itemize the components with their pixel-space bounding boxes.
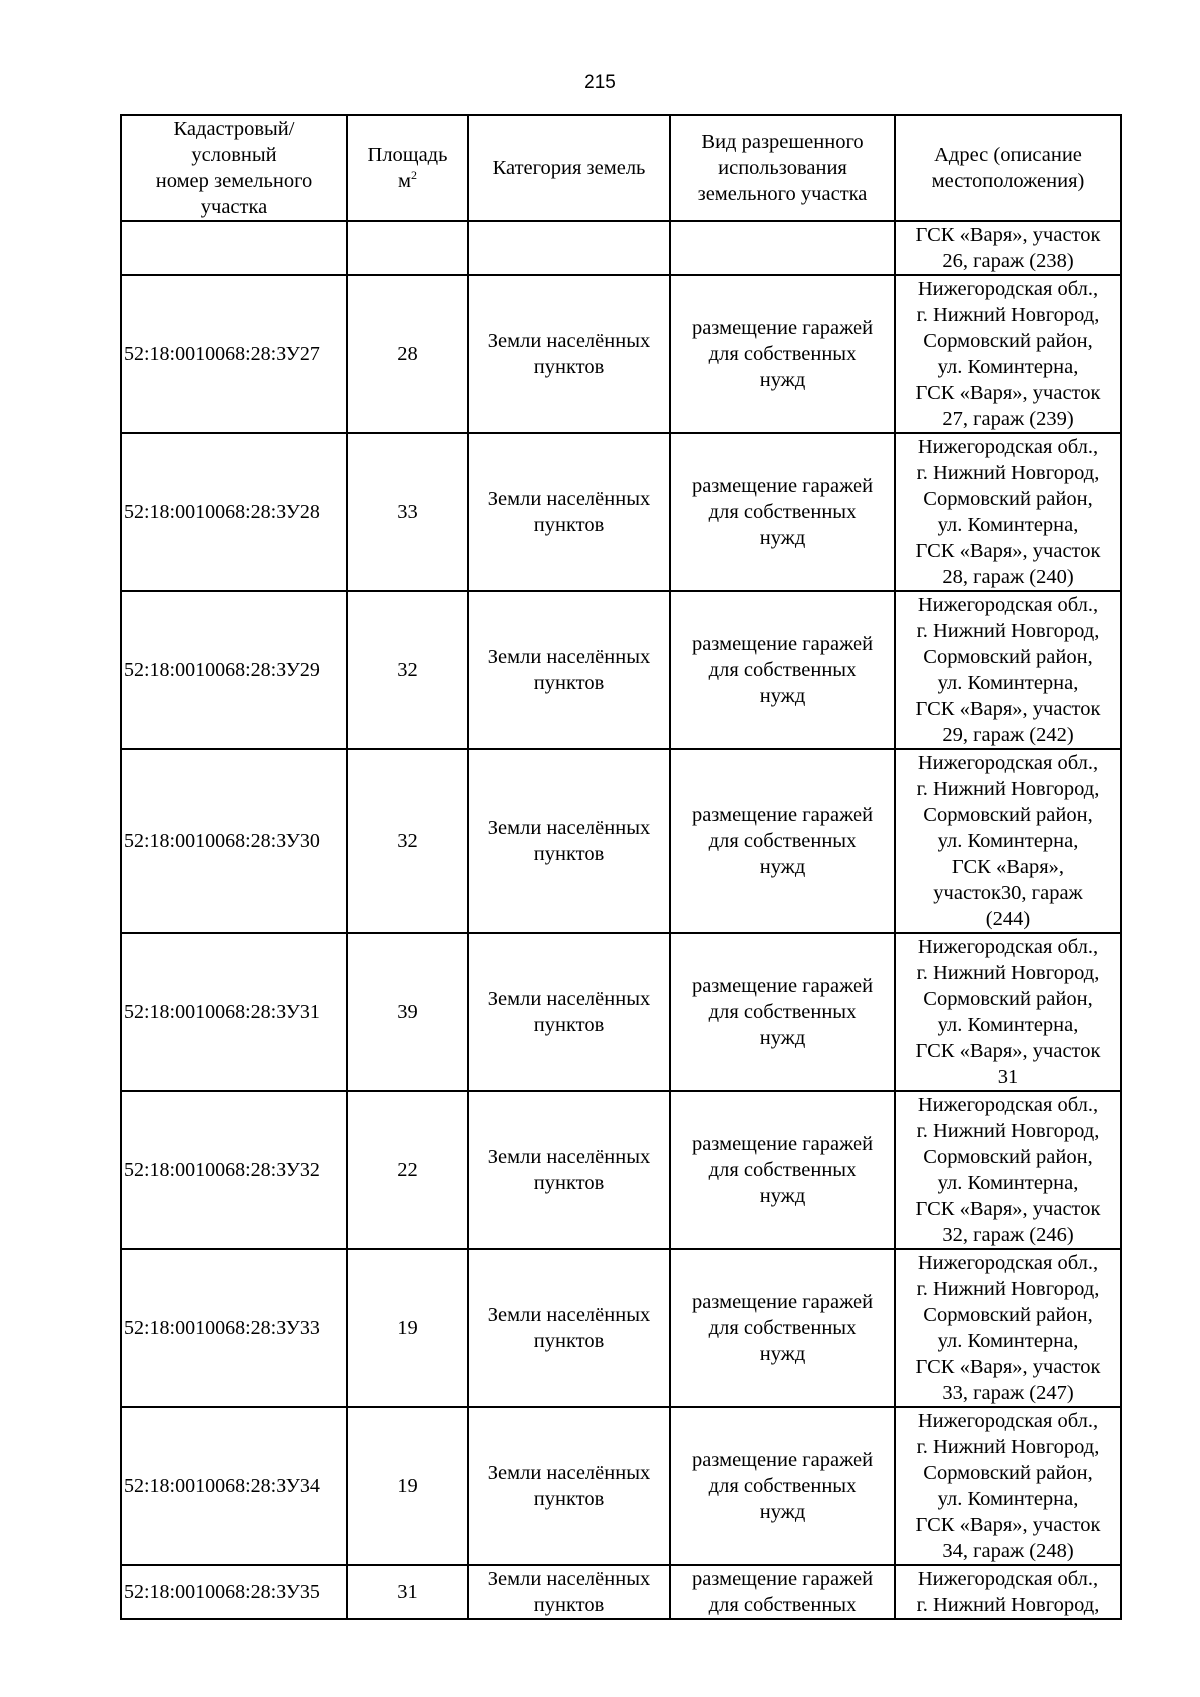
category-line: пунктов bbox=[533, 1014, 605, 1036]
cadastral-cell bbox=[121, 221, 347, 275]
use-line: для собственных bbox=[708, 830, 857, 852]
address-line: ул. Коминтерна, bbox=[937, 514, 1079, 536]
cadastral-cell: 52:18:0010068:28:ЗУ32 bbox=[121, 1091, 347, 1249]
area-cell: 19 bbox=[347, 1407, 468, 1565]
address-line: 31 bbox=[997, 1066, 1019, 1088]
category-line: пунктов bbox=[533, 1172, 605, 1194]
address-line: ул. Коминтерна, bbox=[937, 672, 1079, 694]
category-cell bbox=[468, 749, 670, 933]
address-line: г. Нижний Новгород, bbox=[916, 462, 1100, 484]
address-line: г. Нижний Новгород, bbox=[916, 778, 1100, 800]
use-cell bbox=[670, 433, 895, 591]
area-cell: 33 bbox=[347, 433, 468, 591]
header-address bbox=[895, 115, 1121, 221]
use-cell bbox=[670, 591, 895, 749]
cadastral-cell: 52:18:0010068:28:ЗУ28 bbox=[121, 433, 347, 591]
table-header-row bbox=[121, 115, 1121, 221]
header-cadastral-line: участка bbox=[200, 196, 268, 218]
area-cell: 32 bbox=[347, 749, 468, 933]
category-line: Земли населённых bbox=[487, 1568, 651, 1590]
header-area bbox=[347, 115, 468, 221]
use-line: размещение гаражей bbox=[691, 804, 874, 826]
header-use-line: земельного участка bbox=[697, 183, 868, 205]
category-line: Земли населённых bbox=[487, 646, 651, 668]
category-line: пунктов bbox=[533, 672, 605, 694]
category-line: Земли населённых bbox=[487, 330, 651, 352]
address-line: ул. Коминтерна, bbox=[937, 1488, 1079, 1510]
use-line: для собственных bbox=[708, 501, 857, 523]
address-cell bbox=[895, 1565, 1121, 1619]
area-cell bbox=[347, 221, 468, 275]
address-line: Сормовский район, bbox=[923, 488, 1093, 510]
use-cell bbox=[670, 1565, 895, 1619]
address-line: г. Нижний Новгород, bbox=[916, 620, 1100, 642]
address-line: Нижегородская обл., bbox=[917, 278, 1099, 300]
address-cell bbox=[895, 933, 1121, 1091]
cadastral-cell: 52:18:0010068:28:ЗУ31 bbox=[121, 933, 347, 1091]
address-line: г. Нижний Новгород, bbox=[916, 1436, 1100, 1458]
address-cell bbox=[895, 275, 1121, 433]
header-area-unit-exponent: 2 bbox=[410, 168, 417, 183]
address-line: ГСК «Варя», bbox=[951, 856, 1065, 878]
use-cell bbox=[670, 221, 895, 275]
use-line: размещение гаражей bbox=[691, 475, 874, 497]
address-cell bbox=[895, 1249, 1121, 1407]
address-line: ул. Коминтерна, bbox=[937, 1330, 1079, 1352]
use-line: нужд bbox=[759, 856, 806, 878]
use-cell bbox=[670, 275, 895, 433]
table-row bbox=[121, 433, 1121, 591]
area-cell: 28 bbox=[347, 275, 468, 433]
address-line: ул. Коминтерна, bbox=[937, 1014, 1079, 1036]
table-row bbox=[121, 1407, 1121, 1565]
header-cadastral bbox=[121, 115, 347, 221]
address-line: Сормовский район, bbox=[923, 1462, 1093, 1484]
cadastral-cell: 52:18:0010068:28:ЗУ29 bbox=[121, 591, 347, 749]
address-line: ГСК «Варя», участок bbox=[915, 1040, 1101, 1062]
address-line: ГСК «Варя», участок bbox=[915, 1356, 1101, 1378]
address-line: Сормовский район, bbox=[923, 330, 1093, 352]
use-line: размещение гаражей bbox=[691, 1449, 874, 1471]
area-cell: 32 bbox=[347, 591, 468, 749]
address-line: ГСК «Варя», участок bbox=[915, 224, 1101, 246]
address-line: Сормовский район, bbox=[923, 646, 1093, 668]
table-row bbox=[121, 1249, 1121, 1407]
address-line: ГСК «Варя», участок bbox=[915, 540, 1101, 562]
address-line: 27, гараж (239) bbox=[942, 408, 1074, 430]
use-cell bbox=[670, 933, 895, 1091]
category-line: Земли населённых bbox=[487, 488, 651, 510]
land-plots-table bbox=[120, 114, 1122, 1620]
use-line: размещение гаражей bbox=[691, 633, 874, 655]
address-line: Нижегородская обл., bbox=[917, 936, 1099, 958]
use-cell bbox=[670, 1091, 895, 1249]
address-line: г. Нижний Новгород, bbox=[916, 1278, 1100, 1300]
address-line: ГСК «Варя», участок bbox=[915, 1514, 1101, 1536]
address-line: 34, гараж (248) bbox=[942, 1540, 1074, 1562]
cadastral-cell: 52:18:0010068:28:ЗУ33 bbox=[121, 1249, 347, 1407]
category-cell bbox=[468, 933, 670, 1091]
header-cadastral-line: условный bbox=[191, 144, 277, 166]
use-line: нужд bbox=[759, 527, 806, 549]
category-cell bbox=[468, 1091, 670, 1249]
cadastral-cell: 52:18:0010068:28:ЗУ30 bbox=[121, 749, 347, 933]
cadastral-cell: 52:18:0010068:28:ЗУ27 bbox=[121, 275, 347, 433]
address-line: Сормовский район, bbox=[923, 804, 1093, 826]
category-line: Земли населённых bbox=[487, 1462, 651, 1484]
address-line: ул. Коминтерна, bbox=[937, 1172, 1079, 1194]
address-line: ГСК «Варя», участок bbox=[915, 1198, 1101, 1220]
header-use-line: Вид разрешенного bbox=[701, 131, 864, 153]
address-line: г. Нижний Новгород, bbox=[916, 304, 1100, 326]
table-row bbox=[121, 275, 1121, 433]
use-cell bbox=[670, 1407, 895, 1565]
use-line: для собственных bbox=[708, 659, 857, 681]
table-row bbox=[121, 1091, 1121, 1249]
category-line: пунктов bbox=[533, 514, 605, 536]
use-line: размещение гаражей bbox=[691, 1291, 874, 1313]
table-row-continuation bbox=[121, 221, 1121, 275]
area-cell: 31 bbox=[347, 1565, 468, 1619]
table-row bbox=[121, 591, 1121, 749]
address-line: г. Нижний Новгород, bbox=[916, 1120, 1100, 1142]
header-address-line: Адрес (описание bbox=[934, 144, 1082, 166]
page-number: 215 bbox=[584, 72, 616, 93]
header-cadastral-line: Кадастровый/ bbox=[173, 118, 295, 140]
address-line: ул. Коминтерна, bbox=[937, 830, 1079, 852]
address-line: ГСК «Варя», участок bbox=[915, 382, 1101, 404]
header-cadastral-line: номер земельного bbox=[155, 170, 313, 192]
use-line: нужд bbox=[759, 1185, 806, 1207]
address-line: 32, гараж (246) bbox=[942, 1224, 1074, 1246]
use-cell bbox=[670, 1249, 895, 1407]
cadastral-cell: 52:18:0010068:28:ЗУ34 bbox=[121, 1407, 347, 1565]
use-line: нужд bbox=[759, 1027, 806, 1049]
address-line: 29, гараж (242) bbox=[942, 724, 1074, 746]
category-line: пунктов bbox=[533, 843, 605, 865]
address-line: (244) bbox=[985, 908, 1031, 930]
category-line: Земли населённых bbox=[487, 1146, 651, 1168]
address-cell bbox=[895, 1407, 1121, 1565]
table-row bbox=[121, 1565, 1121, 1619]
use-cell bbox=[670, 749, 895, 933]
address-cell bbox=[895, 433, 1121, 591]
category-line: Земли населённых bbox=[487, 988, 651, 1010]
category-cell bbox=[468, 275, 670, 433]
use-line: для собственных bbox=[708, 343, 857, 365]
category-line: пунктов bbox=[533, 356, 605, 378]
address-line: 26, гараж (238) bbox=[942, 250, 1074, 272]
cadastral-cell: 52:18:0010068:28:ЗУ35 bbox=[121, 1565, 347, 1619]
use-line: размещение гаражей bbox=[691, 1568, 874, 1590]
address-line: Нижегородская обл., bbox=[917, 752, 1099, 774]
category-cell bbox=[468, 1407, 670, 1565]
header-address-line: местоположения) bbox=[931, 170, 1085, 192]
header-use-line: использования bbox=[718, 157, 847, 179]
use-line: для собственных bbox=[708, 1159, 857, 1181]
use-line: размещение гаражей bbox=[691, 975, 874, 997]
address-line: г. Нижний Новгород, bbox=[916, 1594, 1100, 1616]
header-area-unit-text: м bbox=[398, 170, 411, 192]
area-cell: 19 bbox=[347, 1249, 468, 1407]
address-line: г. Нижний Новгород, bbox=[916, 962, 1100, 984]
category-cell bbox=[468, 433, 670, 591]
address-cell bbox=[895, 591, 1121, 749]
table-row bbox=[121, 749, 1121, 933]
address-line: ул. Коминтерна, bbox=[937, 356, 1079, 378]
address-line: Нижегородская обл., bbox=[917, 1252, 1099, 1274]
address-line: ГСК «Варя», участок bbox=[915, 698, 1101, 720]
header-use bbox=[670, 115, 895, 221]
use-line: для собственных bbox=[708, 1594, 857, 1616]
use-line: для собственных bbox=[708, 1475, 857, 1497]
address-line: Сормовский район, bbox=[923, 1304, 1093, 1326]
address-cell bbox=[895, 1091, 1121, 1249]
address-line: 33, гараж (247) bbox=[942, 1382, 1074, 1404]
address-line: участок30, гараж bbox=[933, 882, 1083, 904]
area-cell: 39 bbox=[347, 933, 468, 1091]
use-line: для собственных bbox=[708, 1001, 857, 1023]
category-line: пунктов bbox=[533, 1488, 605, 1510]
use-line: нужд bbox=[759, 369, 806, 391]
address-line: Сормовский район, bbox=[923, 988, 1093, 1010]
address-line: Нижегородская обл., bbox=[917, 1094, 1099, 1116]
address-line: 28, гараж (240) bbox=[942, 566, 1074, 588]
header-area-label: Площадь bbox=[367, 144, 448, 166]
address-line: Нижегородская обл., bbox=[917, 1568, 1099, 1590]
category-cell bbox=[468, 1565, 670, 1619]
table-row bbox=[121, 933, 1121, 1091]
use-line: нужд bbox=[759, 1501, 806, 1523]
use-line: размещение гаражей bbox=[691, 317, 874, 339]
category-cell bbox=[468, 221, 670, 275]
address-cell bbox=[895, 749, 1121, 933]
category-cell bbox=[468, 591, 670, 749]
category-line: пунктов bbox=[533, 1594, 605, 1616]
area-cell: 22 bbox=[347, 1091, 468, 1249]
use-line: для собственных bbox=[708, 1317, 857, 1339]
address-cell bbox=[895, 221, 1121, 275]
category-line: Земли населённых bbox=[487, 817, 651, 839]
category-line: пунктов bbox=[533, 1330, 605, 1352]
header-area-unit bbox=[350, 168, 465, 194]
use-line: нужд bbox=[759, 1343, 806, 1365]
address-line: Нижегородская обл., bbox=[917, 594, 1099, 616]
category-cell bbox=[468, 1249, 670, 1407]
address-line: Сормовский район, bbox=[923, 1146, 1093, 1168]
category-line: Земли населённых bbox=[487, 1304, 651, 1326]
address-line: Нижегородская обл., bbox=[917, 1410, 1099, 1432]
address-line: Нижегородская обл., bbox=[917, 436, 1099, 458]
use-line: размещение гаражей bbox=[691, 1133, 874, 1155]
use-line: нужд bbox=[759, 685, 806, 707]
header-category: Категория земель bbox=[468, 115, 670, 221]
